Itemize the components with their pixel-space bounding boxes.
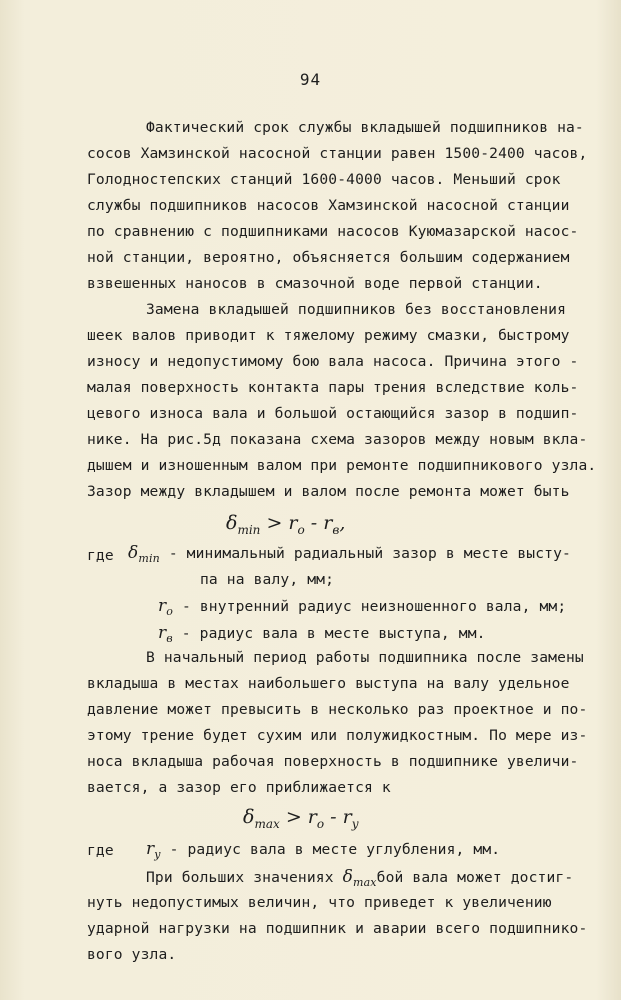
paragraph-1-line: взвешенных наносов в смазочной воде первой станции.	[87, 275, 543, 292]
paragraph-3-line: вается, а зазор его приближается к	[87, 779, 391, 796]
paragraph-2-line: цевого износа вала и большой остающийся зазор в подшип-	[87, 405, 579, 422]
where-label-2: где	[87, 842, 114, 859]
page-number: 94	[299, 70, 322, 89]
definition-r-o: $r_o$ - внутренний радиус неизношенного вала, мм;	[158, 596, 567, 618]
paragraph-1-line: Фактический срок службы вкладышей подшипников на-	[146, 119, 584, 136]
paragraph-4-first-line: При больших значениях $\delta_{max}бой$ вала может достиг-	[146, 867, 574, 889]
paragraph-2-line: износу и недопустимому бою вала насоса. Причина этого -	[87, 353, 579, 370]
definition-r-b: $r_в$ - радиус вала в месте выступа, мм.	[158, 623, 486, 645]
paragraph-1-line: ной станции, вероятно, объясняется большим содержанием	[87, 249, 570, 266]
definition-delta-min-cont: па на валу, мм;	[200, 571, 335, 588]
paragraph-1-line: службы подшипников насосов Хамзинской насосной станции	[87, 197, 570, 214]
formula-min-clearance: $\delta_{min} > r_o - r_в$,	[226, 512, 346, 537]
paragraph-2-line: Замена вкладышей подшипников без восстановления	[146, 301, 567, 318]
paragraph-3-line: давление может превысить в несколько раз проектное и по-	[87, 701, 588, 718]
paragraph-3-line: В начальный период работы подшипника после замены	[146, 649, 584, 666]
paragraph-1-line: по сравнению с подшипниками насосов Куюмазарской насос-	[87, 223, 579, 240]
paragraph-3-line: этому трение будет сухим или полужидкостным. По мере из-	[87, 727, 588, 744]
paragraph-4-line: вого узла.	[87, 946, 177, 963]
paragraph-1-line: Голодностепских станций 1600-4000 часов. Меньший срок	[87, 171, 561, 188]
paragraph-2-line: нике. На рис.5д показана схема зазоров между новым вкла-	[87, 431, 588, 448]
paragraph-2-line: малая поверхность контакта пары трения вследствие коль-	[87, 379, 579, 396]
paragraph-3-line: вкладыша в местах наибольшего выступа на валу удельное	[87, 675, 570, 692]
paragraph-3-line: носа вкладыша рабочая поверхность в подшипнике увеличи-	[87, 753, 579, 770]
formula-max-clearance: $\delta_{max} > r_o - r_y$	[243, 806, 359, 831]
paragraph-1-line: сосов Хамзинской насосной станции равен 1500-2400 часов,	[87, 145, 588, 162]
paragraph-4-line: ударной нагрузки на подшипник и аварии всего подшипнико-	[87, 920, 588, 937]
paragraph-2-line: дышем и изношенным валом при ремонте подшипникового узла.	[87, 457, 597, 474]
definition-r-y: $r_y$ - радиус вала в месте углубления, мм.	[146, 839, 501, 861]
paragraph-2-line: шеек валов приводит к тяжелому режиму смазки, быстрому	[87, 327, 570, 344]
where-label: где	[87, 547, 114, 564]
definition-delta-min: $\delta_{min}$ - минимальный радиальный зазор в месте высту-	[128, 543, 571, 565]
paragraph-4-line: нуть недопустимых величин, что приведет к увеличению	[87, 894, 552, 911]
paragraph-2-line: Зазор между вкладышем и валом после ремонта может быть	[87, 483, 570, 500]
